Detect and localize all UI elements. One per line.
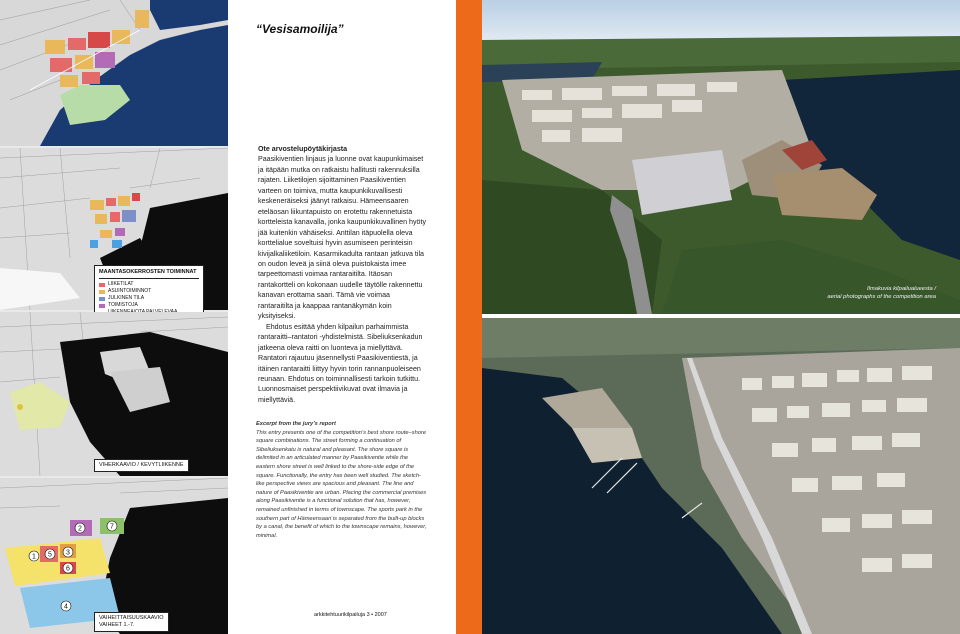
finnish-paragraph-1: Paasikiventien linjaus ja luonne ovat kaupunkimaiset ja itäpään mutka on ratkaistu hallitusti rakennuksilla rajaten. Liiketilojen sijoittaminen Paasikiventien varteen on toimiva, mutta kaupunkikuvallisesti keskeneräiseksi jäänyt ratkaisu. Hämeensaaren eteläosan liikuntapuisto on erotettu rakennetuista kortteleista kanavalla, jonka kaupunkikuvallinen hyöty jää kuitenkin vähäiseksi. Anttilan itäpuolella oleva korttelialue soveltuisi hyvin asumiseen perinteisin kivijalkaliiketiloin. Kasarmikadulta rantaan jatkuva tila on oudon leveä ja siinä oleva puistokaista imee tarpeettomasti voimaa rantaraitilta. Itäosan rantakortteli on kokonaan uudelle täytölle rakennettu kanavan erottama saari. Tämä vie voimaa rantaraitilta ja kaappaa rantanäkymän koin yksityiseksi.	[258, 155, 426, 321]
legend-title: MAANTASOKERROSTEN TOIMINNAT	[99, 269, 199, 279]
accent-stripe	[456, 0, 482, 634]
label-green-diagram: VIHERKAAVIO / KEVYTLIIKENNE	[94, 459, 189, 472]
aerial-photo-2	[482, 318, 960, 634]
legend-swatch	[99, 283, 105, 287]
legend-item	[99, 302, 199, 309]
legend-swatch	[99, 304, 105, 308]
finnish-jury-text	[258, 144, 426, 405]
caption-line-2: aerial photographs of the competition area	[827, 294, 936, 300]
phase-number: 3	[66, 549, 70, 557]
plan-drawings-column	[0, 0, 228, 634]
phase-number: 4	[64, 603, 68, 611]
legend-label: ASUINTOIMINNOT	[108, 288, 152, 294]
english-jury-text	[256, 420, 428, 540]
aerial-photo-1	[482, 0, 960, 314]
entry-title: “Vesisamoilija”	[256, 22, 344, 36]
english-heading: Excerpt from the jury’s report	[256, 421, 336, 427]
plan-panel-2	[0, 148, 228, 310]
legend-label: TOIMISTOJA	[108, 302, 138, 308]
legend-item	[99, 288, 199, 295]
legend-label: JULKINEN TILA	[108, 295, 145, 301]
plan-panel-4	[0, 478, 228, 634]
finnish-paragraph-2: Ehdotus esittää yhden kilpailun parhaimmista rantaraitti–rantatori -yhdistelmistä. Sibeliuksenkadun jatkeena oleva raitti on luonteva ja miellyttävä. Rantatori rajautuu jäsennellysti Paasikiventiestä, ja itäinen rantaraitti liittyy hyvin torin rannanpuoleiseen reunaan. Ehdotus on toiminnallisesti tarkoin tutkittu. Luonnosmaiset perspektiivikuvat ovat ilmavia ja miellyttäviä.	[258, 322, 423, 404]
page-footer: arkkitehtuurikilpailuja 3 • 2007	[314, 612, 387, 618]
photo-caption	[827, 285, 936, 301]
english-paragraph: This entry presents one of the competition’s best shore route–shore square combinations. The street forming a continuation of Sibeliuksenkatu is natural and pleasant. The shore square is delimited in an articulated manner by Paasikiventie while the eastern shore street is well linked to the shore-side edge of the square. Functionally, the entry has been well studied. The sketch-like perspective views are spacious and pleasant. The line and nature of Paasikiventie are urban. Placing the commercial premises along Paasikiventie is a functional solution that has, however, remained unfinished in terms of townscape. The sports park in the southern part of Hämeensaari is separated from the built-up blocks by a canal, the benefit of which to the townscape remains, however, minimal.	[256, 429, 427, 539]
finnish-heading: Ote arvostelupöytäkirjasta	[258, 145, 348, 153]
caption-line-1: Ilmakuvia kilpailualueesta /	[867, 286, 936, 292]
phase-number: 2	[78, 525, 82, 533]
plan-panel-3	[0, 312, 228, 476]
text-column	[228, 0, 456, 634]
phase-number: 5	[48, 551, 52, 559]
legend-item	[99, 281, 199, 288]
legend-label: LIIKETILAT	[108, 281, 134, 287]
phase-number: 6	[66, 565, 70, 573]
legend-swatch	[99, 290, 105, 294]
label-phasing-line2: VAIHEET 1.-7.	[99, 622, 135, 628]
label-phasing-diagram	[94, 612, 169, 632]
plan-panel-1	[0, 0, 228, 146]
phase-number: 1	[32, 553, 36, 561]
label-phasing-line1: VAIHEITTAISUUSKAAVIO	[99, 615, 164, 621]
phase-number: 7	[110, 523, 114, 531]
legend-swatch	[99, 297, 105, 301]
legend-item	[99, 295, 199, 302]
